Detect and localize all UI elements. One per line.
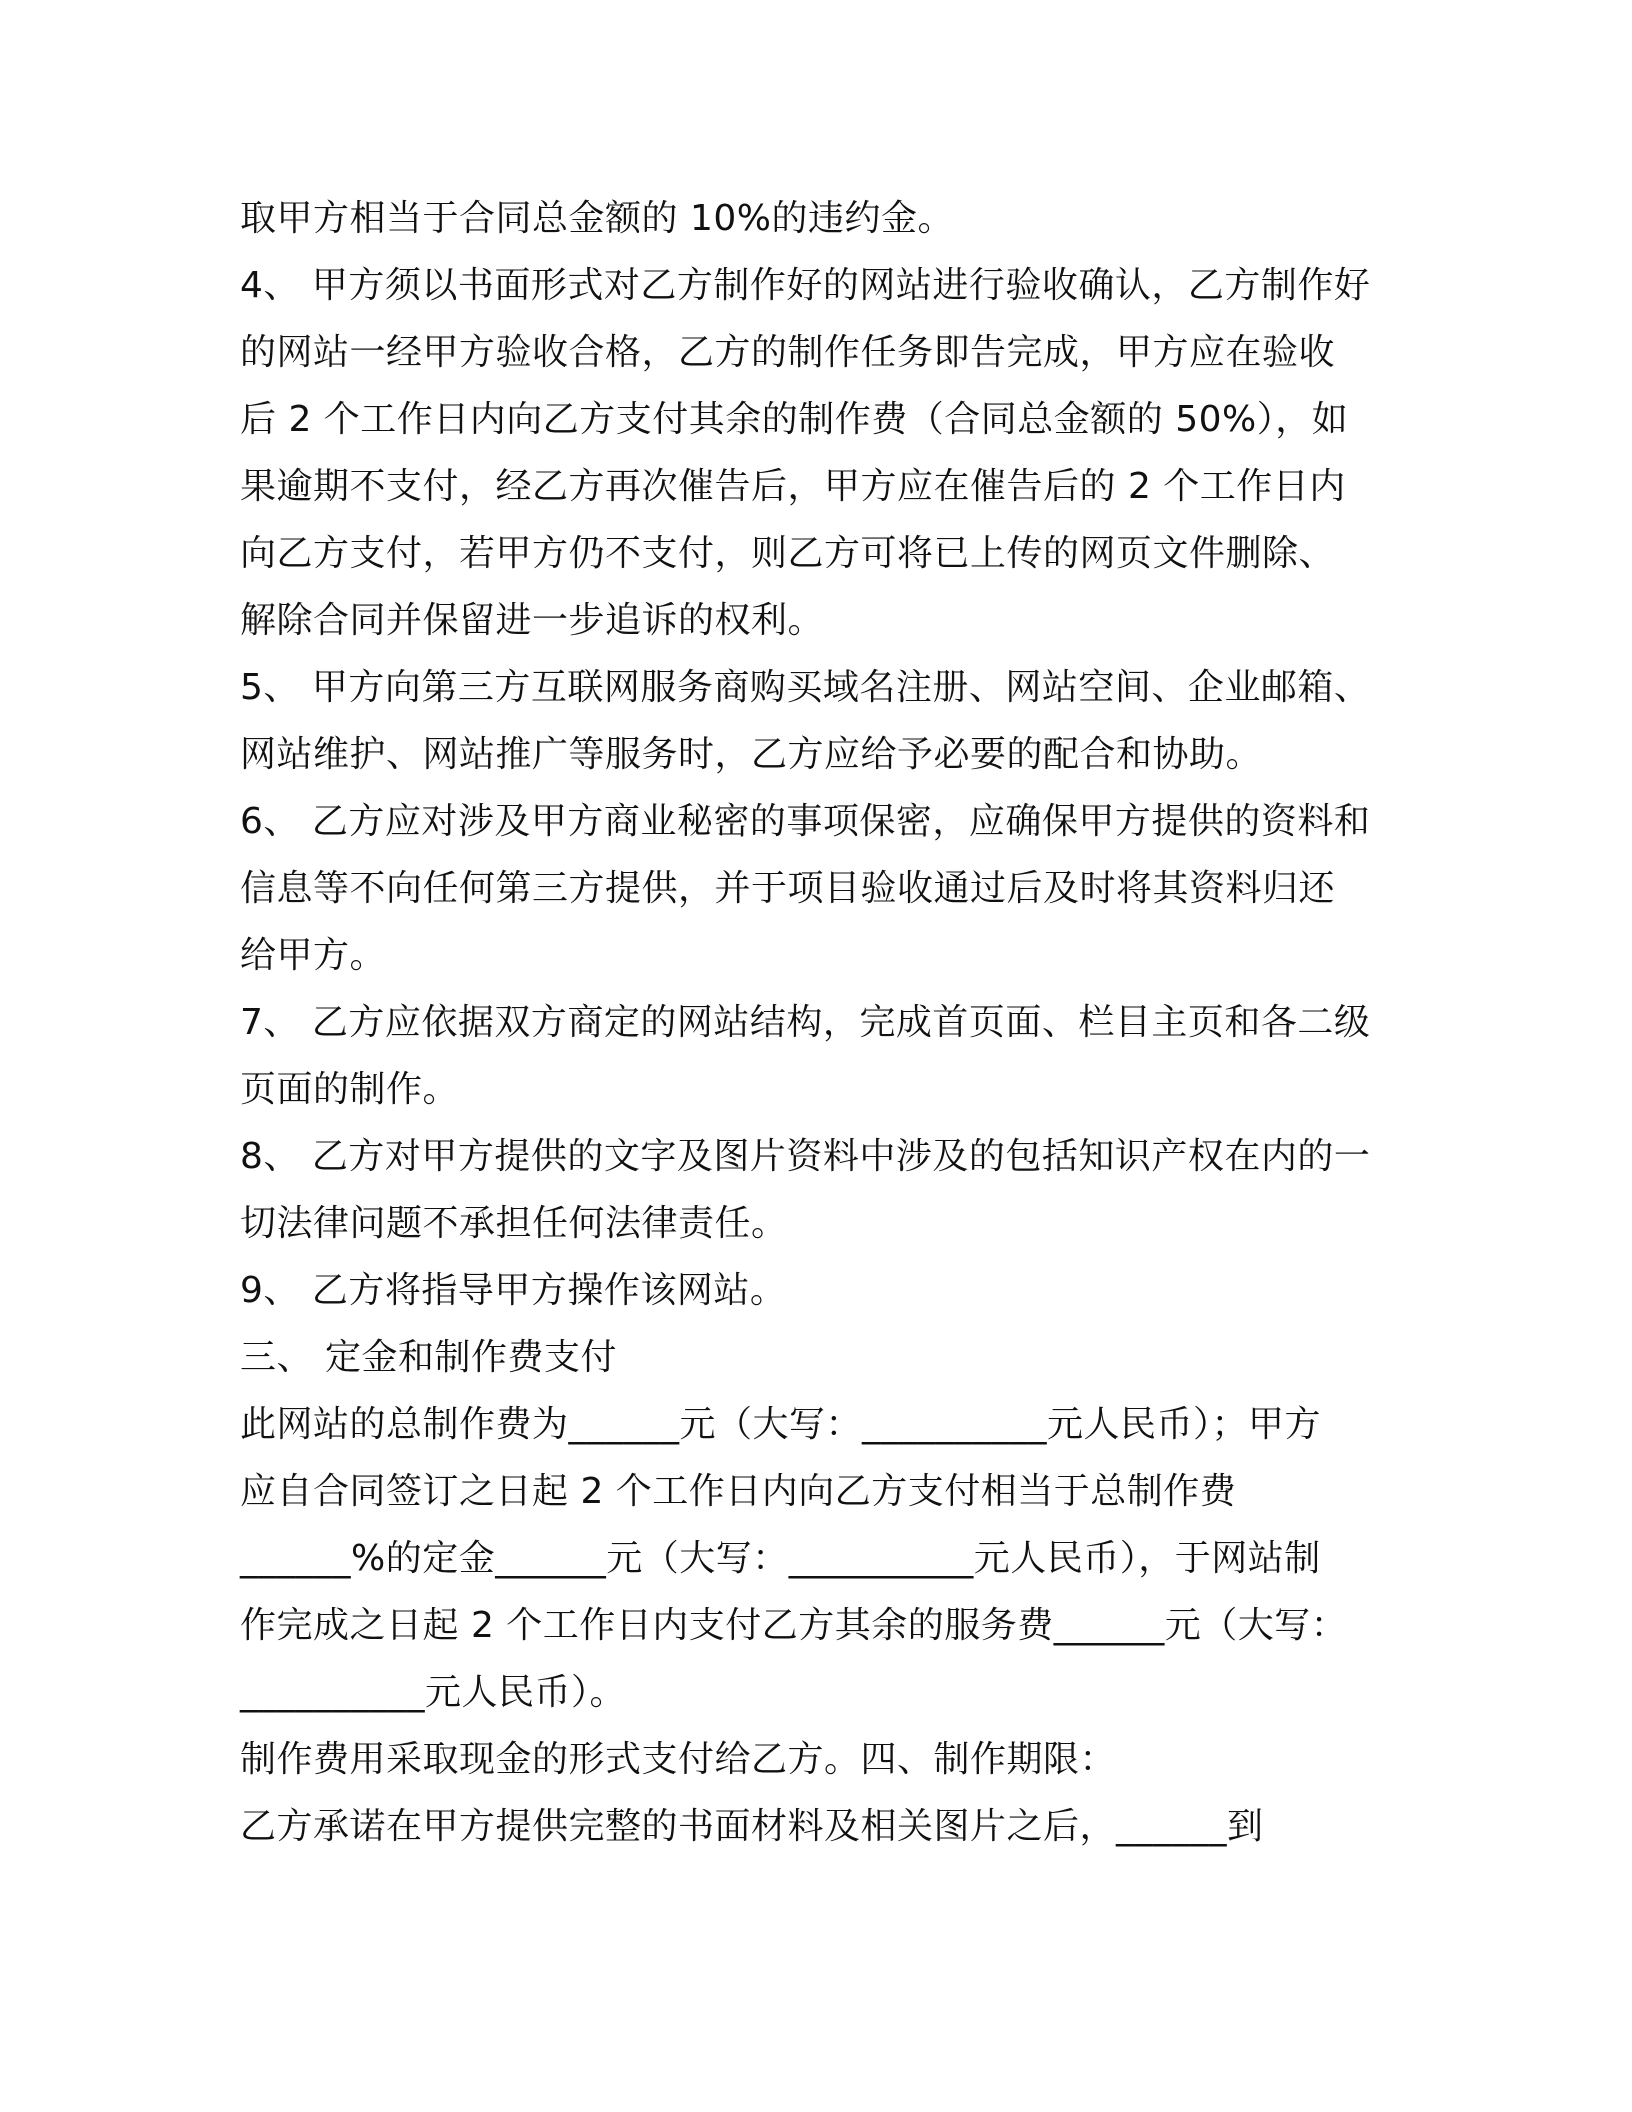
text-line: 向乙方支付，若甲方仍不支付，则乙方可将已上传的网页文件删除、 [240,533,1336,574]
text-line: 应自合同签订之日起 2 个工作日内向乙方支付相当于总制作费 [240,1471,1237,1512]
text-line: 制作费用采取现金的形式支付给乙方。四、制作期限： [240,1739,1117,1780]
text-line: 乙方承诺在甲方提供完整的书面材料及相关图片之后，______到 [240,1806,1264,1847]
clause-9-line: 9、 乙方将指导甲方操作该网站。 [240,1270,787,1311]
text-line: __________元人民币）。 [240,1672,627,1713]
text-line: 网站维护、网站推广等服务时，乙方应给予必要的配合和协助。 [240,734,1263,775]
text-line: 给甲方。 [240,935,387,976]
clause-8-line: 8、 乙方对甲方提供的文字及图片资料中涉及的包括知识产权在内的一 [240,1136,1371,1177]
text-line: 解除合同并保留进一步追诉的权利。 [240,600,825,641]
text-line: 切法律问题不承担任何法律责任。 [240,1203,788,1244]
text-line: 此网站的总制作费为______元（大写：__________元人民币）；甲方 [240,1404,1322,1445]
text-line: 信息等不向任何第三方提供，并于项目验收通过后及时将其资料归还 [240,868,1336,909]
clause-6-line: 6、 乙方应对涉及甲方商业秘密的事项保密，应确保甲方提供的资料和 [240,801,1371,842]
section-heading: 三、 定金和制作费支付 [240,1337,617,1378]
clause-7-line: 7、 乙方应依据双方商定的网站结构，完成首页面、栏目主页和各二级 [240,1002,1371,1043]
text-line: 的网站一经甲方验收合格，乙方的制作任务即告完成，甲方应在验收 [240,332,1336,373]
clause-4-line: 4、 甲方须以书面形式对乙方制作好的网站进行验收确认，乙方制作好 [240,265,1371,306]
text-line: 果逾期不支付，经乙方再次催告后，甲方应在催告后的 2 个工作日内 [240,466,1346,507]
text-line: 取甲方相当于合同总金额的 10%的违约金。 [240,198,954,239]
contract-text [240,185,1400,1860]
text-line: ______%的定金______元（大写：__________元人民币），于网站制 [240,1538,1321,1579]
text-line: 页面的制作。 [240,1069,460,1110]
clause-5-line: 5、 甲方向第三方互联网服务商购买域名注册、网站空间、企业邮箱、 [240,667,1371,708]
text-line: 后 2 个工作日内向乙方支付其余的制作费（合同总金额的 50%），如 [240,399,1349,440]
text-line: 作完成之日起 2 个工作日内支付乙方其余的服务费______元（大写： [240,1605,1348,1646]
